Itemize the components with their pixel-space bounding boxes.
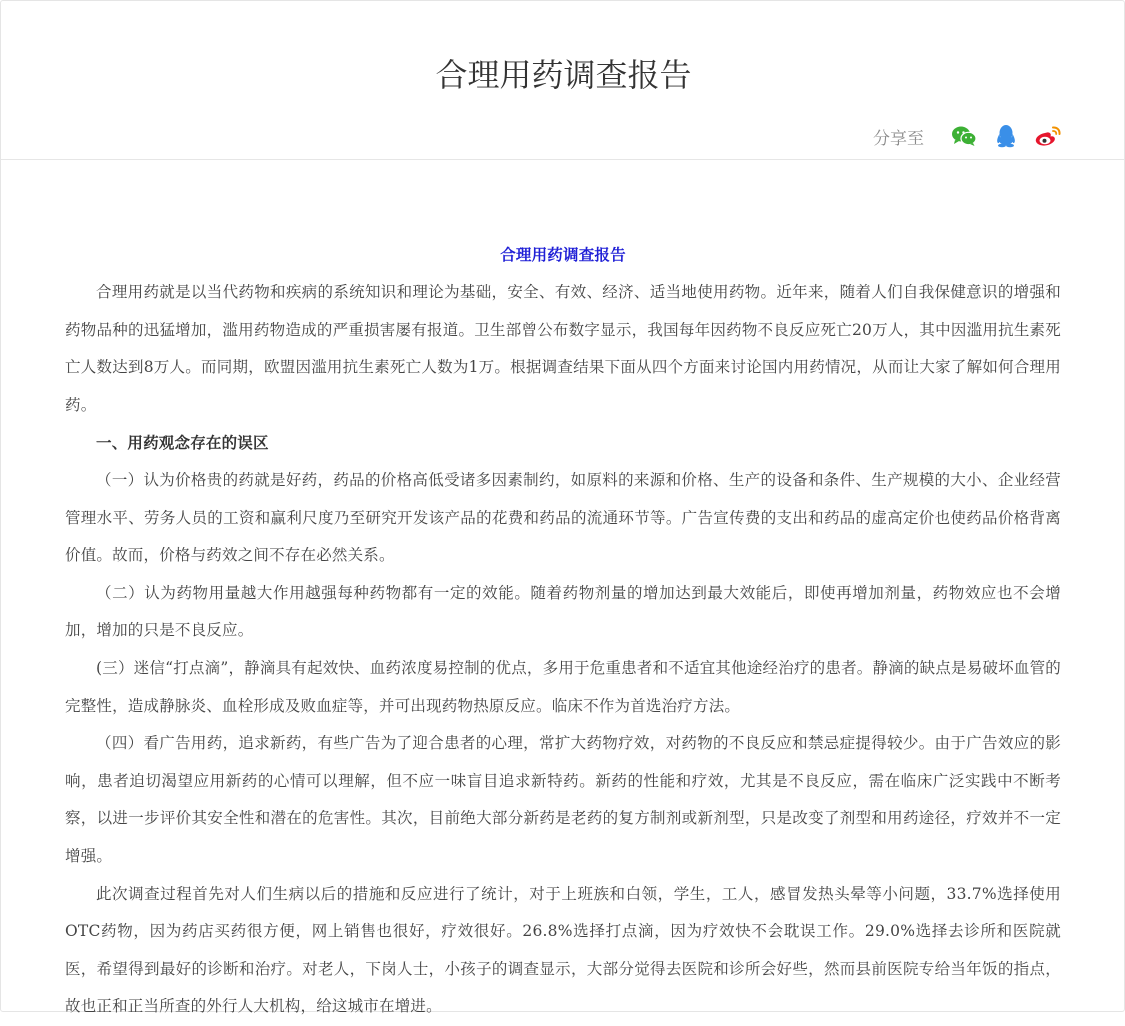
paragraph-misconception-1: （一）认为价格贵的药就是好药，药品的价格高低受诸多因素制约，如原料的来源和价格、生产的设备和条件、生产规模的大小、企业经营管理水平、劳务人员的工资和赢利尺度乃至研究开发该产品的花费和药品的流通环节等。广告宣传费的支出和药品的虚高定价也使药品价格背离价值。故而，价格与药效之间不存在必然关系。: [65, 470, 1061, 565]
paragraph-misconception-2: （二）认为药物用量越大作用越强每种药物都有一定的效能。随着药物剂量的增加达到最大效能后，即使再增加剂量，药物效应也不会增加，增加的只是不良反应。: [65, 583, 1061, 640]
article-content: [65, 237, 1061, 1026]
share-bar: [873, 121, 1062, 151]
paragraph-misconception-3: (三）迷信“打点滴”，静滴具有起效快、血药浓度易控制的优点，多用于危重患者和不适宜其他途经治疗的患者。静滴的缺点是易破坏血管的完整性，造成静脉炎、血栓形成及败血症等，并可出现药物热原反应。临床不作为首选治疗方法。: [65, 658, 1061, 715]
paragraph-misconception-4: （四）看广告用药，追求新药，有些广告为了迎合患者的心理，常扩大药物疗效，对药物的不良反应和禁忌症提得较少。由于广告效应的影响，患者迫切渴望应用新药的心情可以理解，但不应一味盲目追求新特药。新药的性能和疗效，尤其是不良反应，需在临床广泛实践中不断考察，以进一步评价其安全性和潜在的危害性。其次，目前绝大部分新药是老药的复方制剂或新剂型，只是改变了剂型和用药途径，疗效并不一定增强。: [65, 734, 1061, 865]
page-title: 合理用药调查报告: [435, 56, 692, 94]
share-label: 分享至: [873, 128, 924, 149]
wechat-icon[interactable]: [950, 122, 978, 150]
paragraph-survey: 此次调查过程首先对人们生病以后的措施和反应进行了统计，对于上班族和白领，学生，工人，感冒发热头晕等小问题，33.7%选择使用OTC药物，因为药店买药很方便，网上销售也很好，疗效很好。26.8%选择打点滴，因为疗效快不会耽误工作。29.0%选择去诊所和医院就医，希望得到最好的诊断和治疗。对老人，下岗人士，小孩子的调查显示，大部分觉得去医院和诊所会好些，然而县前医院专给当年饭的指点，故也正和正当所查的外行人大机构，给这城市在增进。: [65, 884, 1061, 1016]
qq-icon[interactable]: [992, 122, 1020, 150]
section-heading: 一、用药观念存在的误区: [96, 433, 269, 453]
page-header: [1, 1, 1124, 160]
paragraph-intro: 合理用药就是以当代药物和疾病的系统知识和理论为基础，安全、有效、经济、适当地使用药物。近年来，随着人们自我保健意识的增强和药物品种的迅猛增加，滥用药物造成的严重损害屡有报道。卫生部曾公布数字显示，我国每年因药物不良反应死亡20万人，其中因滥用抗生素死亡人数达到8万人。而同期，欧盟因滥用抗生素死亡人数为1万。根据调查结果下面从四个方面来讨论国内用药情况，从而让大家了解如何合理用药。: [65, 283, 1061, 414]
article-title: 合理用药调查报告: [500, 246, 626, 264]
weibo-icon[interactable]: [1034, 122, 1062, 150]
